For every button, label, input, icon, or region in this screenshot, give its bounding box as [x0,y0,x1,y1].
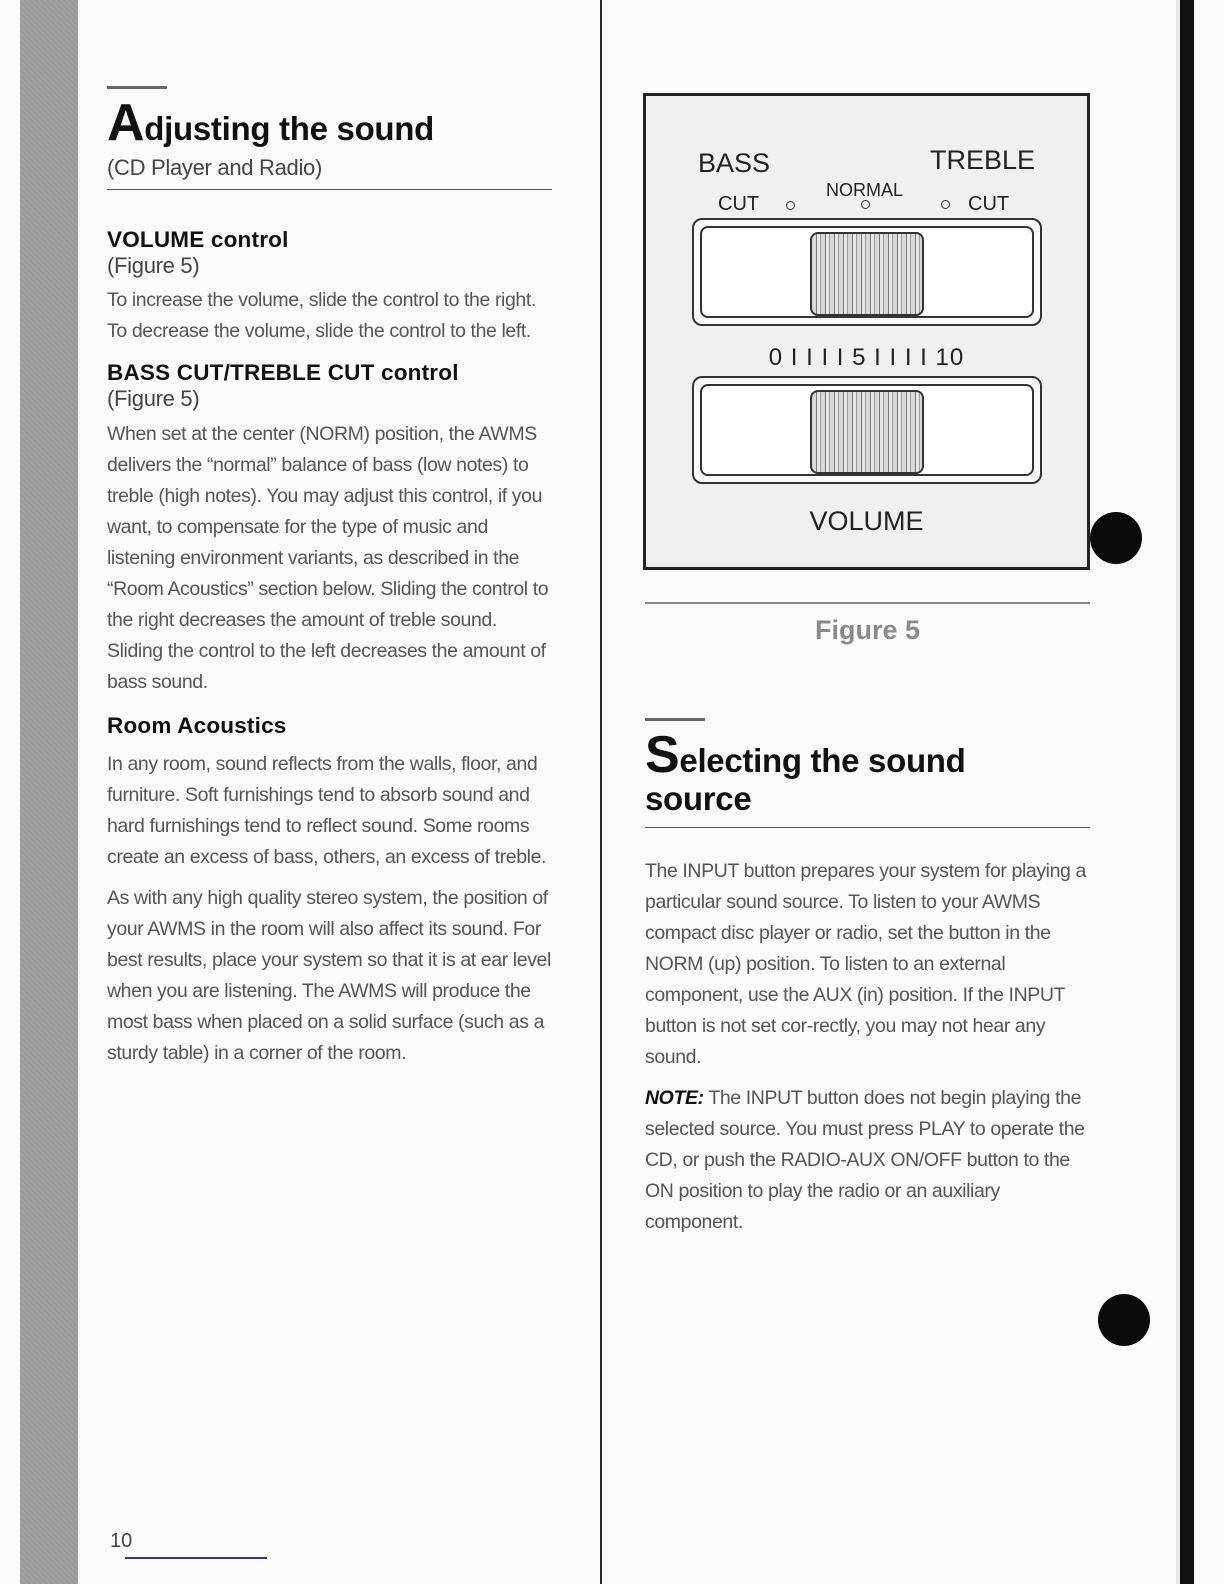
page-number-underline [125,1557,267,1559]
tone-slider-track [692,218,1042,326]
heading-accent-bar [645,718,705,721]
note-paragraph [645,1083,1090,1238]
treble-cut-label: CUT [968,193,1010,215]
heading-rule [107,189,552,190]
volume-figref: (Figure 5) [107,253,200,278]
normal-indicator-icon [861,200,870,209]
left-column [107,86,552,1069]
heading-text-line-2: source [645,780,752,817]
tone-slider-knob [810,232,924,316]
figure-caption: Figure 5 [814,615,921,645]
volume-label: VOLUME [809,506,924,536]
bass-treble-text: When set at the center (NORM) position, the AWMS delivers the “normal” balance of bass (low notes) to treble (high notes). You may adjust this control, if you want, to compensate for the type of music and listening environment variants, as described in the “Room Acoustics” section below. Sliding the control to the right decreases the amount of treble sound. Sliding the control to the left decreases the amount of bass sound. [107,422,549,693]
right-column [645,718,1090,1238]
volume-slider-knob [810,390,924,474]
section-subtitle: (CD Player and Radio) [107,155,323,180]
note-label: NOTE: [645,1087,704,1110]
normal-label: NORMAL [826,180,904,200]
volume-scale-label: 0 I I I I 5 I I I I 10 [768,344,965,371]
bass-cut-indicator-icon [786,201,795,210]
heading-text: electing the sound [679,742,966,779]
binder-hole-top [1090,512,1142,564]
bass-treble-section [107,359,552,697]
heading-initial: A [107,94,145,152]
binder-hole-bottom [1098,1294,1150,1346]
page-edge [1180,0,1194,1584]
treble-label: TREBLE [930,145,1036,175]
bass-label: BASS [698,148,771,178]
volume-section [107,226,552,347]
treble-cut-indicator-icon [941,200,950,209]
heading-initial: S [645,726,680,784]
page-number: 10 [110,1530,133,1552]
heading-accent-bar [107,86,167,89]
room-acoustics-title: Room Acoustics [107,712,287,738]
heading-text: djusting the sound [144,110,434,147]
figure-rule [645,602,1090,604]
figure-5-diagram [643,93,1090,570]
heading-rule [645,827,1090,828]
input-button-text: The INPUT button prepares your system for playing a particular sound source. To listen to your AWMS compact disc player or radio, set the button in the NORM (up) position. To listen to an external component, use the AUX (in) position. If the INPUT button is not set cor-rectly, you may not hear any sound. [645,860,1086,1069]
bass-treble-figref: (Figure 5) [107,386,200,412]
room-acoustics-text-1: In any room, sound reflects from the walls, floor, and furniture. Soft furnishings tend to absorb sound and hard furnishings tend to reflect sound. Some rooms create an excess of bass, others, an excess of treble. [107,752,547,868]
volume-title: VOLUME control [107,227,289,252]
section-heading-selecting [645,726,1090,817]
volume-text: To increase the volume, slide the control to the right. To decrease the volume, slide the control to the left. [107,289,536,343]
volume-slider-track [692,376,1042,484]
room-acoustics-section [107,712,552,1069]
bass-cut-label: CUT [718,193,760,215]
bass-treble-title: BASS CUT/TREBLE CUT control [107,360,459,386]
column-divider [600,0,602,1584]
room-acoustics-text-2: As with any high quality stereo system, the position of your AWMS in the room will also affect its sound. For best results, place your system so that it is at ear level when you are listening. The AWMS will produce the most bass when placed on a solid surface (such as a sturdy table) in a corner of the room. [107,886,551,1064]
page-spine-shadow [20,0,78,1584]
section-heading-adjusting [107,94,552,152]
note-text: The INPUT button does not begin playing the selected source. You must press PLAY to operate the CD, or push the RADIO-AUX ON/OFF button to the ON position to play the radio or an auxiliary component. [645,1087,1085,1234]
